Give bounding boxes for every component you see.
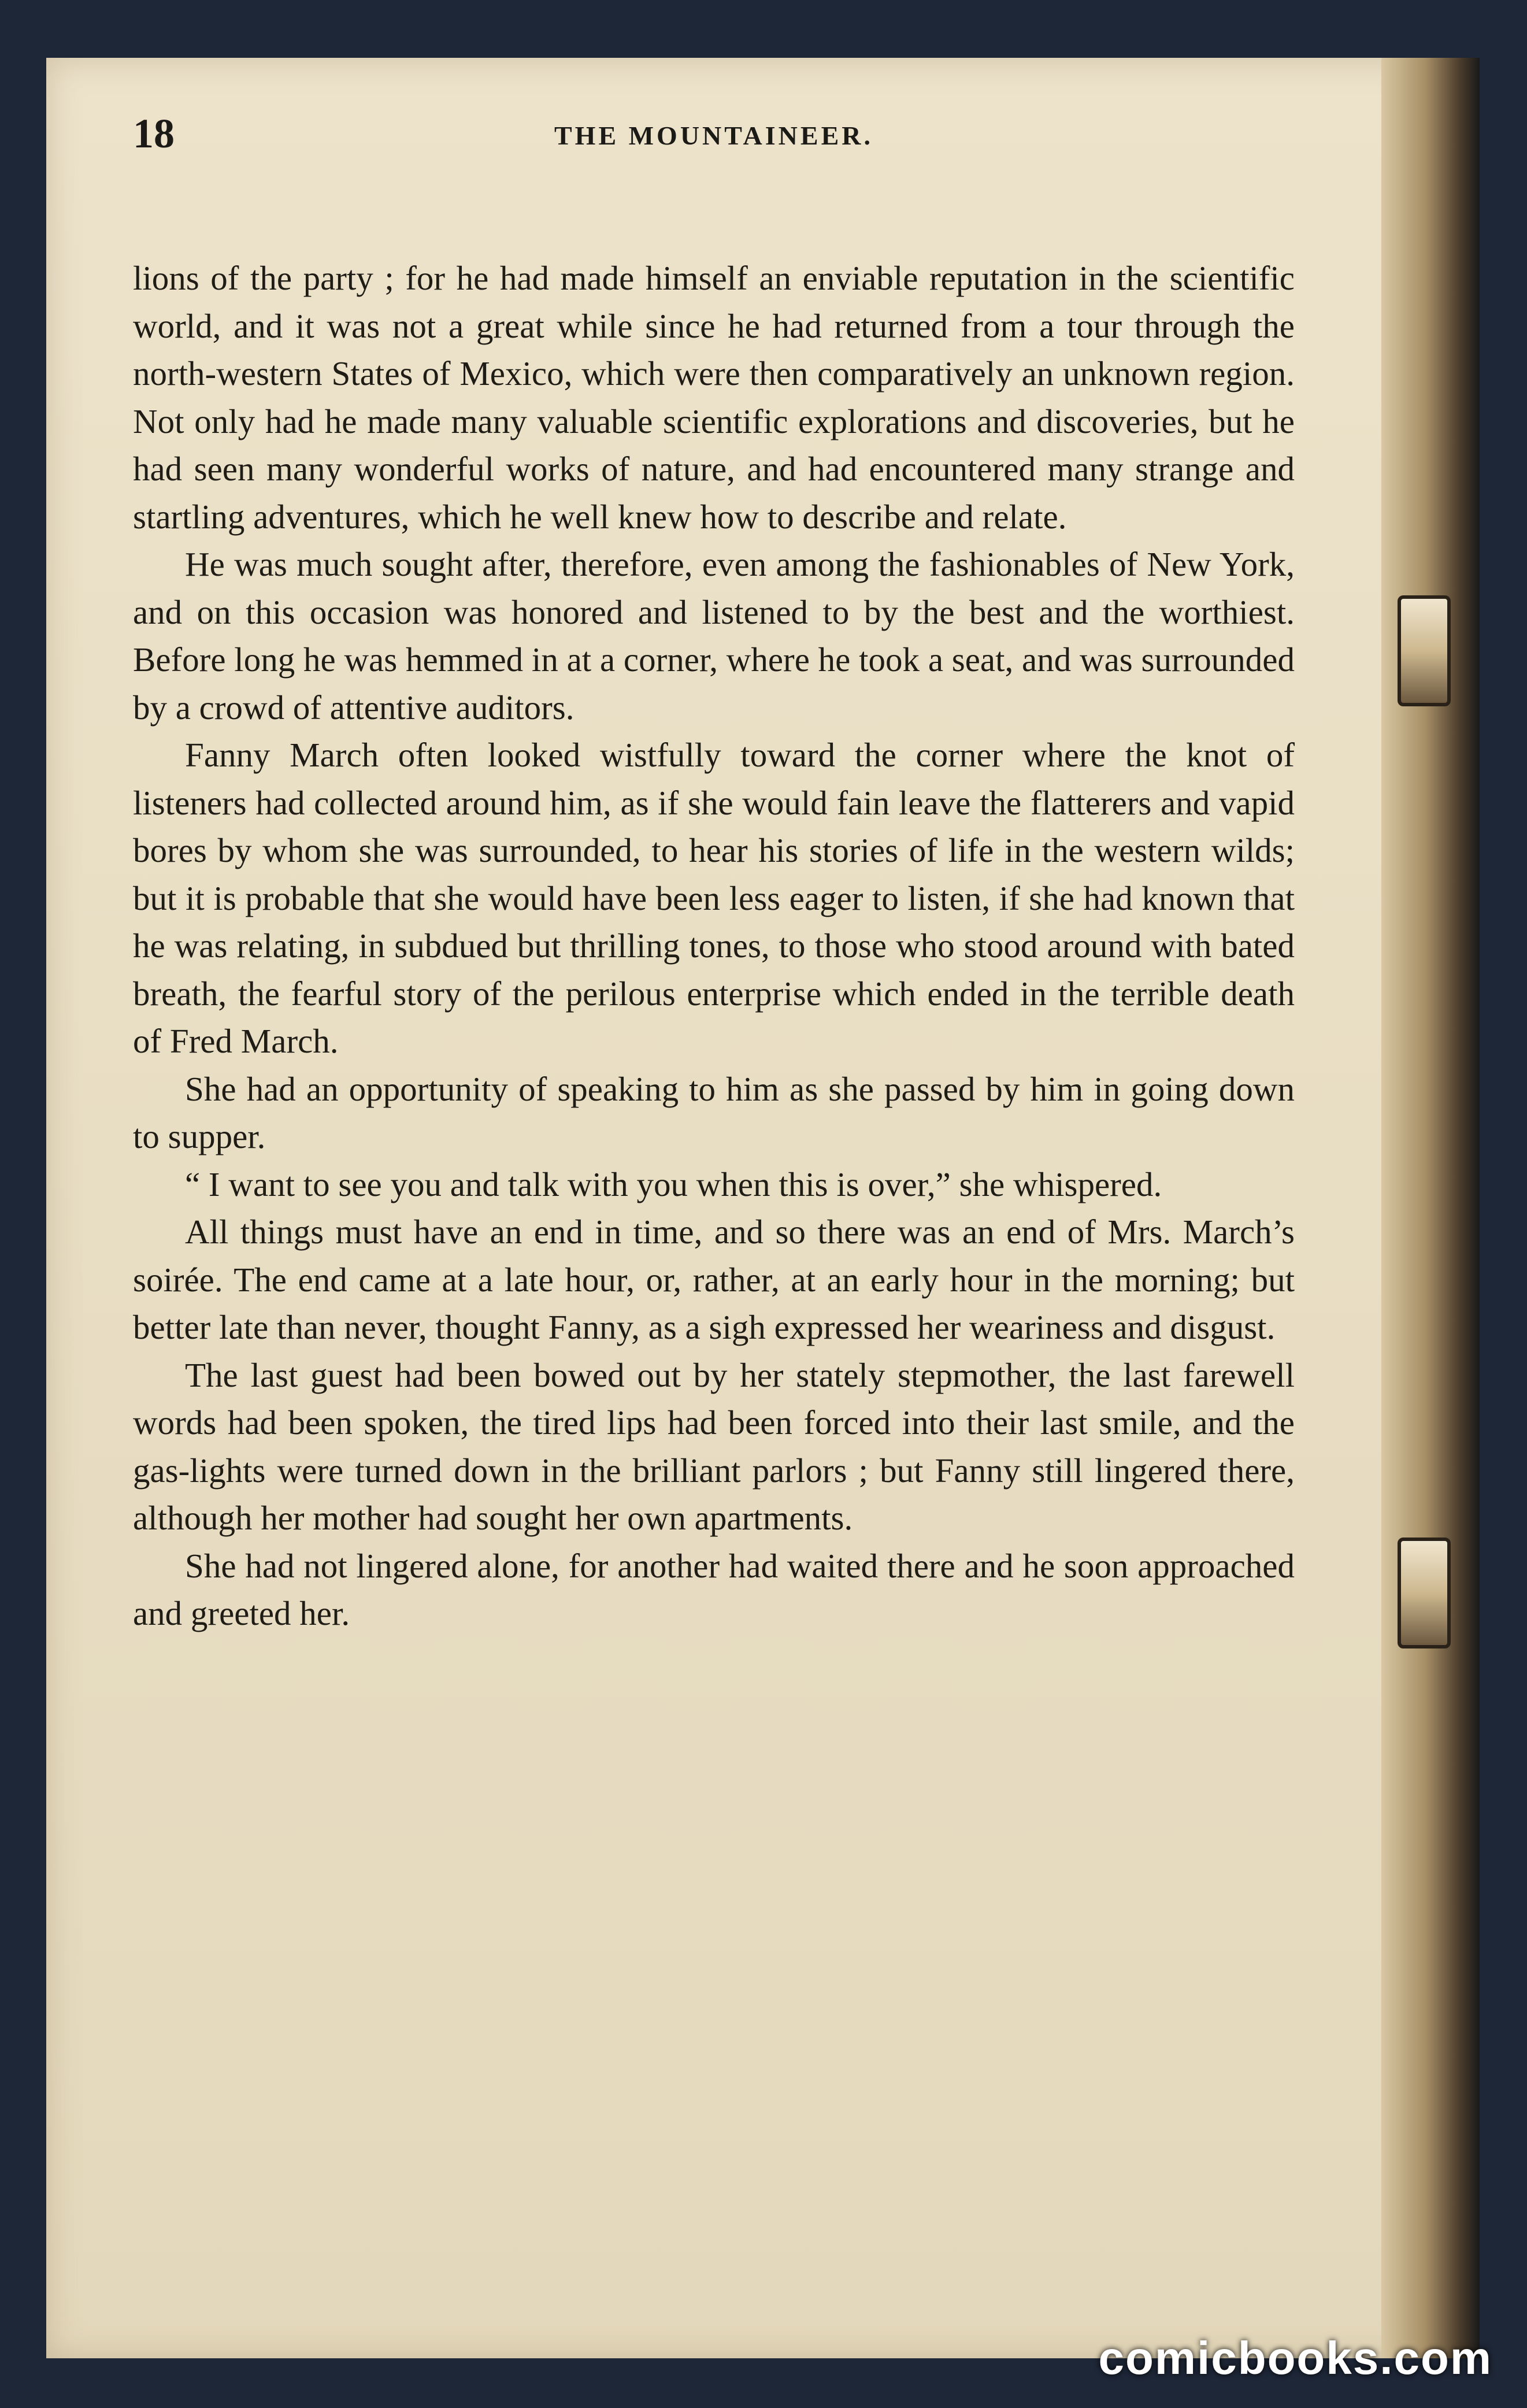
running-head — [133, 110, 1295, 179]
paragraph: Fanny March often looked wistfully toward the corner where the knot of listeners had collected around him, as if she would fain leave the flatterers and vapid bores by whom she was surrounded, to hear his stories of life in the western wilds; but it is probable that she would have been less eager to listen, if she had known that he was relating, in subdued but thrilling tones, to those who stood around with bated breath, the fearful story of the perilous enterprise which ended in the terrible death of Fred March. — [133, 736, 1295, 1060]
page-number: 18 — [133, 110, 175, 157]
paragraph: She had not lingered alone, for another had waited there and he soon approached and greeted her. — [133, 1546, 1295, 1632]
paragraph: All things must have an end in time, and so there was an end of Mrs. March’s soirée. The end came at a late hour, or, rather, at an early hour in the morning; but better late than never, thought Fanny, as a sigh expressed her weariness and disgust. — [133, 1213, 1295, 1346]
paragraph: She had an opportunity of speaking to him as she passed by him in going down to supper. — [133, 1069, 1295, 1155]
watermark: comicbooks.com — [1098, 2332, 1492, 2384]
paragraph: The last guest had been bowed out by her stately stepmother, the last farewell words had been spoken, the tired lips had been forced into their last smile, and the gas-lights were turned down in the brilliant parlors ; but Fanny still lingered there, although her mother had sought her own apartments. — [133, 1355, 1295, 1537]
body-text — [133, 254, 1295, 1638]
binding-clip — [1398, 1538, 1451, 1648]
paragraph: “ I want to see you and talk with you when this is over,” she whispered. — [185, 1165, 1162, 1203]
book-spine — [1381, 58, 1480, 2358]
paragraph: lions of the party ; for he had made himself an enviable reputation in the scientific world, and it was not a great while since he had returned from a tour through the north-western States of Mexico, which were then comparatively an unknown region. Not only had he made many valuable scientific explorations and discoveries, but he had seen many wonderful works of nature, and had encountered many strange and startling adventures, which he well knew how to describe and relate. — [133, 259, 1295, 536]
running-head-title: THE MOUNTAINEER. — [554, 121, 873, 150]
binding-clip — [1398, 595, 1451, 706]
paragraph: He was much sought after, therefore, even among the fashionables of New York, and on this occasion was honored and listened to by the best and the worthiest. Before long he was hemmed in at a corner, where he took a seat, and was surrounded by a crowd of attentive auditors. — [133, 545, 1295, 727]
